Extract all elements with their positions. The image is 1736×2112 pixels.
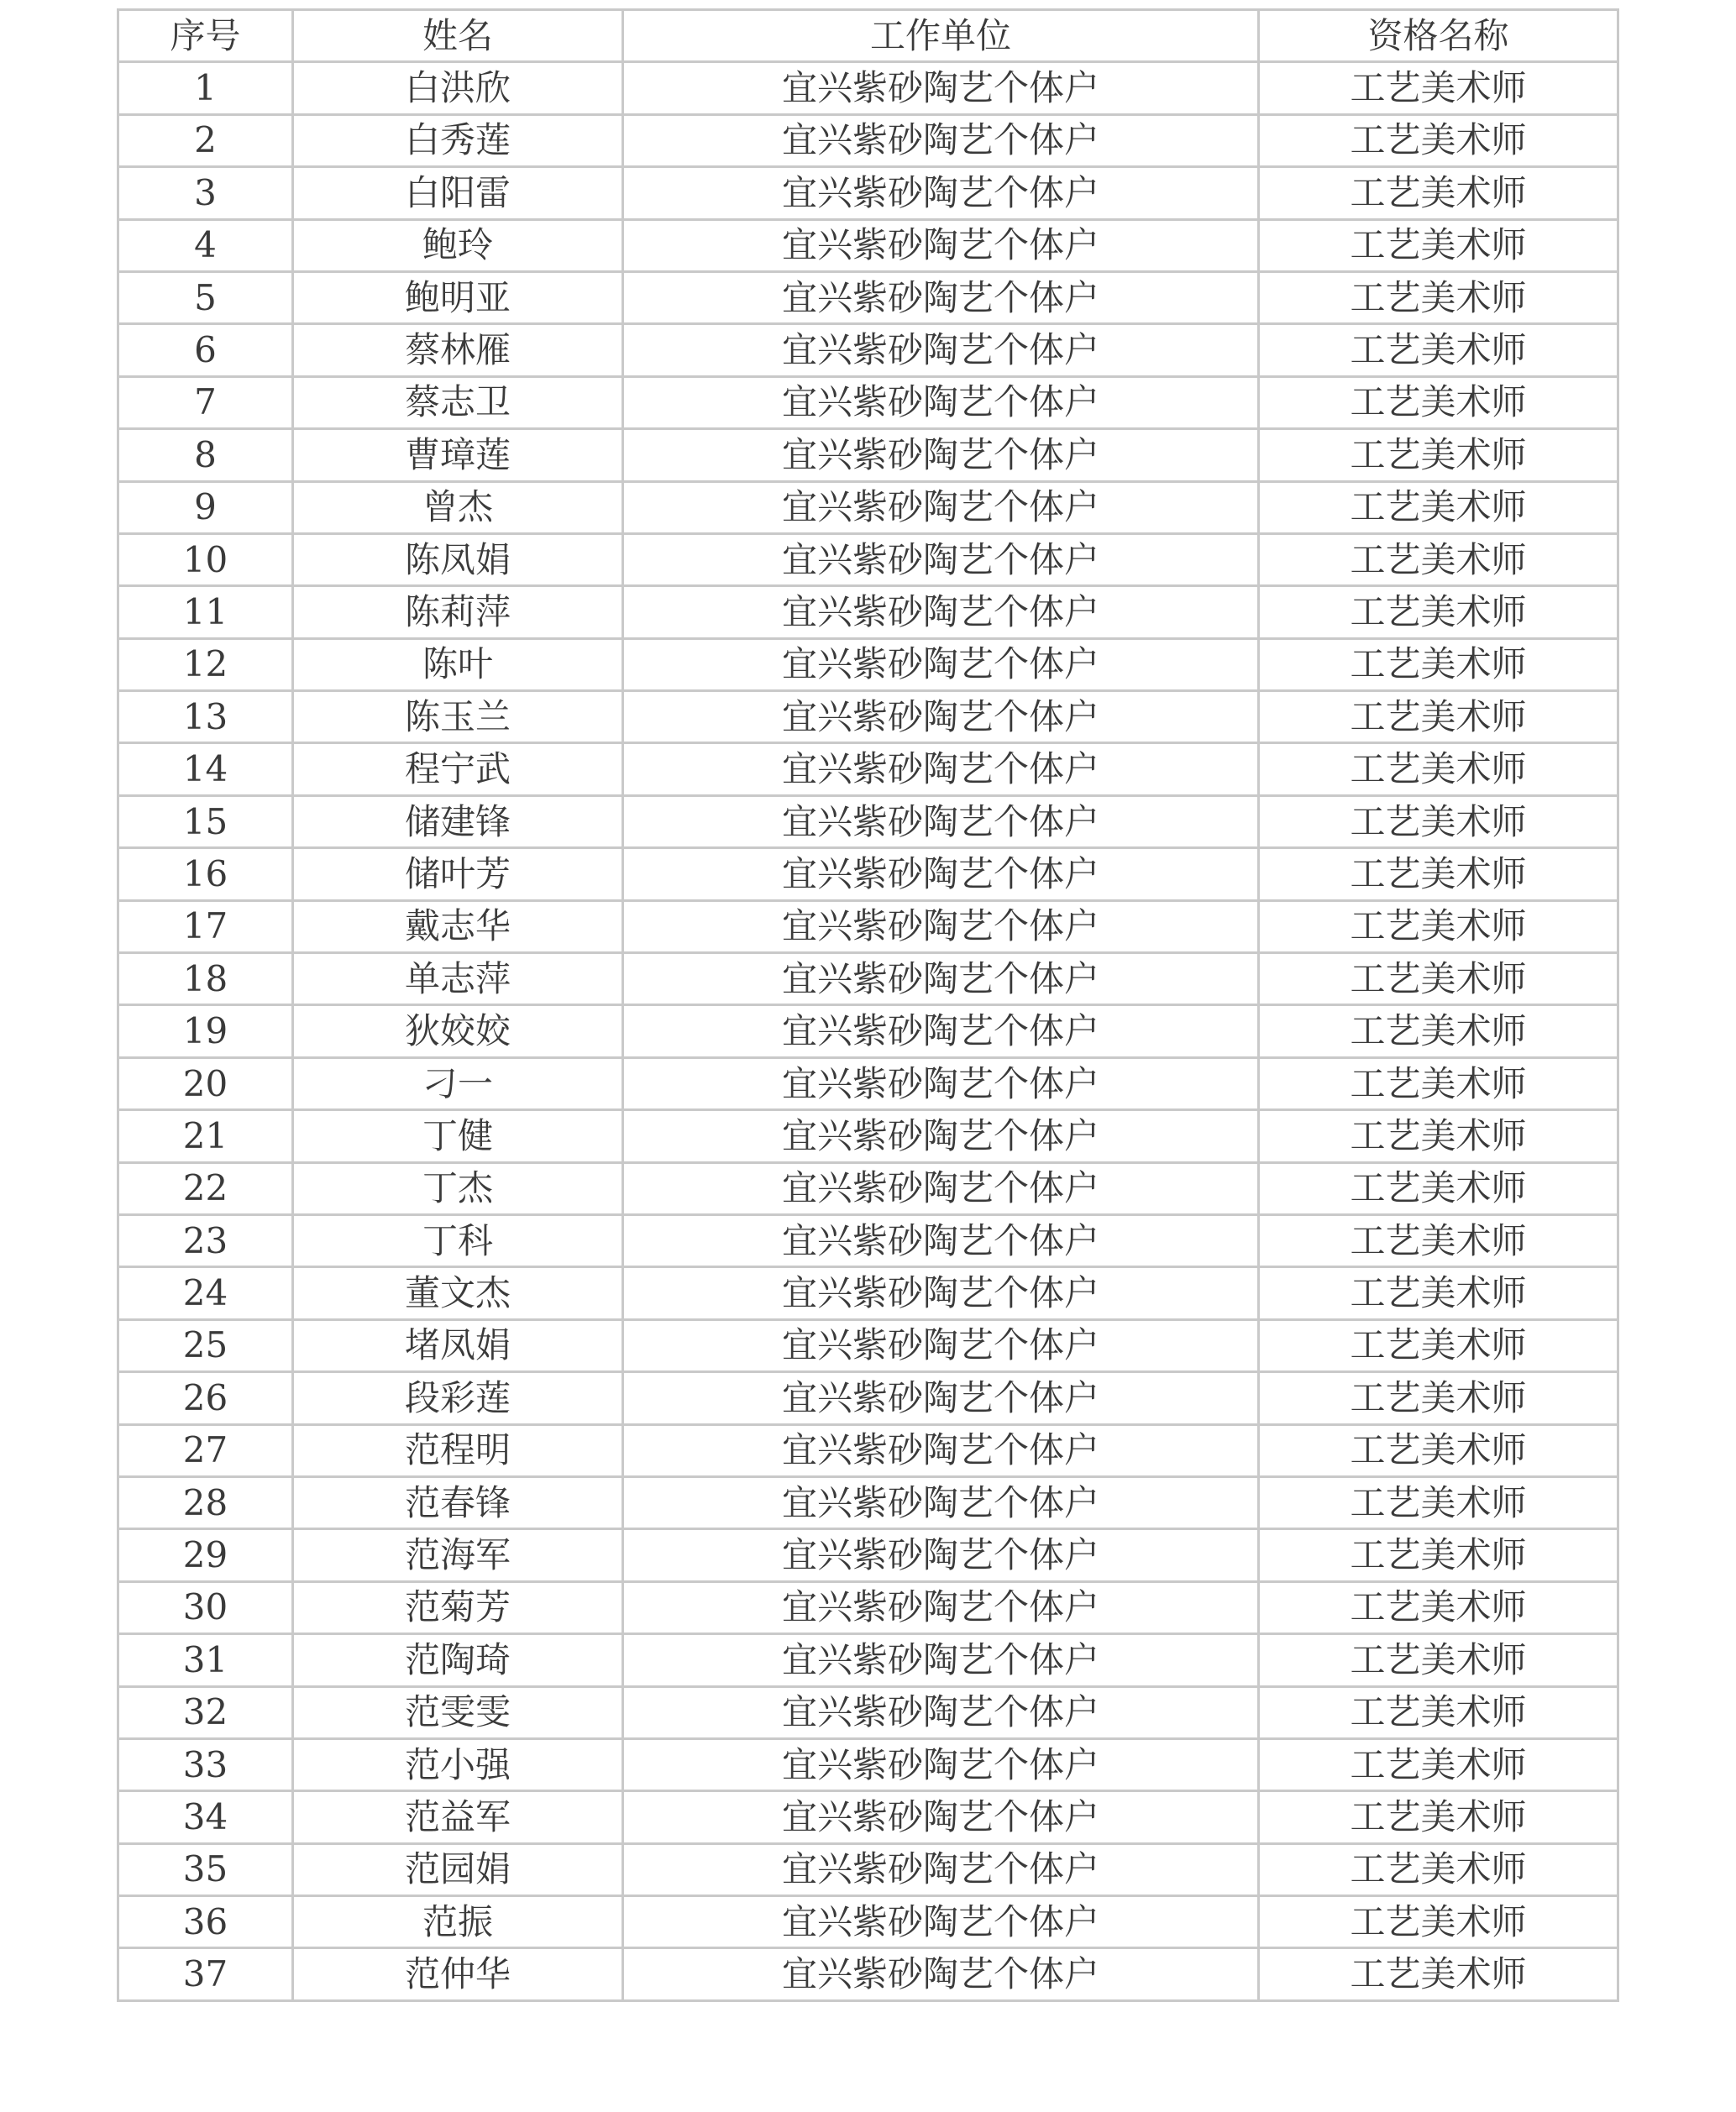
cell-serial-number: 28 [118, 1476, 293, 1528]
header-work-unit: 工作单位 [623, 10, 1259, 62]
cell-serial-number: 4 [118, 219, 293, 271]
cell-name: 蔡林雁 [293, 324, 623, 376]
cell-qualification: 工艺美术师 [1259, 219, 1618, 271]
table-row [118, 1319, 1618, 1371]
table-row [118, 1843, 1618, 1895]
cell-name: 蔡志卫 [293, 376, 623, 428]
cell-serial-number: 31 [118, 1634, 293, 1686]
cell-qualification: 工艺美术师 [1259, 1110, 1618, 1162]
cell-work-unit: 宜兴紫砂陶艺个体户 [623, 1581, 1259, 1633]
cell-qualification: 工艺美术师 [1259, 953, 1618, 1005]
cell-work-unit: 宜兴紫砂陶艺个体户 [623, 1843, 1259, 1895]
cell-serial-number: 23 [118, 1214, 293, 1266]
table-row [118, 219, 1618, 271]
table-row [118, 1424, 1618, 1476]
cell-work-unit: 宜兴紫砂陶艺个体户 [623, 1214, 1259, 1266]
cell-serial-number: 34 [118, 1791, 293, 1843]
cell-name: 鲍明亚 [293, 271, 623, 323]
cell-qualification: 工艺美术师 [1259, 271, 1618, 323]
cell-work-unit: 宜兴紫砂陶艺个体户 [623, 1372, 1259, 1424]
cell-name: 陈叶 [293, 638, 623, 690]
cell-work-unit: 宜兴紫砂陶艺个体户 [623, 167, 1259, 219]
cell-serial-number: 17 [118, 900, 293, 952]
cell-name: 范振 [293, 1896, 623, 1948]
cell-work-unit: 宜兴紫砂陶艺个体户 [623, 271, 1259, 323]
cell-work-unit: 宜兴紫砂陶艺个体户 [623, 1267, 1259, 1319]
table-row [118, 114, 1618, 166]
cell-work-unit: 宜兴紫砂陶艺个体户 [623, 1896, 1259, 1948]
cell-name: 程宁武 [293, 743, 623, 795]
cell-qualification: 工艺美术师 [1259, 324, 1618, 376]
cell-qualification: 工艺美术师 [1259, 1948, 1618, 2000]
cell-work-unit: 宜兴紫砂陶艺个体户 [623, 324, 1259, 376]
cell-name: 曹璋莲 [293, 429, 623, 481]
cell-name: 储建锋 [293, 795, 623, 847]
table-row [118, 691, 1618, 743]
cell-work-unit: 宜兴紫砂陶艺个体户 [623, 1005, 1259, 1057]
table-row [118, 638, 1618, 690]
cell-name: 范园娟 [293, 1843, 623, 1895]
cell-serial-number: 11 [118, 586, 293, 638]
cell-serial-number: 18 [118, 953, 293, 1005]
cell-name: 范菊芳 [293, 1581, 623, 1633]
cell-qualification: 工艺美术师 [1259, 62, 1618, 114]
cell-name: 曾杰 [293, 481, 623, 533]
table-header [118, 10, 1618, 62]
cell-work-unit: 宜兴紫砂陶艺个体户 [623, 1424, 1259, 1476]
table-row [118, 953, 1618, 1005]
cell-qualification: 工艺美术师 [1259, 638, 1618, 690]
cell-work-unit: 宜兴紫砂陶艺个体户 [623, 1319, 1259, 1371]
cell-name: 白洪欣 [293, 62, 623, 114]
cell-name: 丁健 [293, 1110, 623, 1162]
cell-qualification: 工艺美术师 [1259, 1686, 1618, 1738]
cell-qualification: 工艺美术师 [1259, 586, 1618, 638]
header-serial-number: 序号 [118, 10, 293, 62]
cell-qualification: 工艺美术师 [1259, 795, 1618, 847]
cell-qualification: 工艺美术师 [1259, 1896, 1618, 1948]
cell-serial-number: 12 [118, 638, 293, 690]
cell-serial-number: 32 [118, 1686, 293, 1738]
cell-qualification: 工艺美术师 [1259, 481, 1618, 533]
cell-qualification: 工艺美术师 [1259, 533, 1618, 585]
cell-qualification: 工艺美术师 [1259, 1424, 1618, 1476]
cell-serial-number: 35 [118, 1843, 293, 1895]
cell-qualification: 工艺美术师 [1259, 1581, 1618, 1633]
cell-qualification: 工艺美术师 [1259, 1267, 1618, 1319]
cell-qualification: 工艺美术师 [1259, 1057, 1618, 1109]
cell-qualification: 工艺美术师 [1259, 1634, 1618, 1686]
cell-serial-number: 22 [118, 1162, 293, 1214]
table-row [118, 1529, 1618, 1581]
cell-serial-number: 2 [118, 114, 293, 166]
cell-name: 范海军 [293, 1529, 623, 1581]
cell-work-unit: 宜兴紫砂陶艺个体户 [623, 114, 1259, 166]
cell-work-unit: 宜兴紫砂陶艺个体户 [623, 1791, 1259, 1843]
cell-name: 范春锋 [293, 1476, 623, 1528]
table-row [118, 1634, 1618, 1686]
header-qualification: 资格名称 [1259, 10, 1618, 62]
table-row [118, 1110, 1618, 1162]
cell-work-unit: 宜兴紫砂陶艺个体户 [623, 1057, 1259, 1109]
cell-name: 范益军 [293, 1791, 623, 1843]
table-row [118, 1214, 1618, 1266]
cell-name: 范仲华 [293, 1948, 623, 2000]
cell-serial-number: 15 [118, 795, 293, 847]
cell-qualification: 工艺美术师 [1259, 376, 1618, 428]
cell-qualification: 工艺美术师 [1259, 167, 1618, 219]
cell-serial-number: 36 [118, 1896, 293, 1948]
cell-name: 鲍玲 [293, 219, 623, 271]
cell-work-unit: 宜兴紫砂陶艺个体户 [623, 1110, 1259, 1162]
cell-name: 董文杰 [293, 1267, 623, 1319]
table-row [118, 900, 1618, 952]
cell-work-unit: 宜兴紫砂陶艺个体户 [623, 953, 1259, 1005]
cell-name: 范小强 [293, 1738, 623, 1790]
cell-work-unit: 宜兴紫砂陶艺个体户 [623, 1948, 1259, 2000]
cell-work-unit: 宜兴紫砂陶艺个体户 [623, 429, 1259, 481]
cell-serial-number: 14 [118, 743, 293, 795]
cell-serial-number: 1 [118, 62, 293, 114]
cell-qualification: 工艺美术师 [1259, 114, 1618, 166]
cell-work-unit: 宜兴紫砂陶艺个体户 [623, 376, 1259, 428]
cell-name: 狄姣姣 [293, 1005, 623, 1057]
cell-name: 刁一 [293, 1057, 623, 1109]
cell-work-unit: 宜兴紫砂陶艺个体户 [623, 795, 1259, 847]
cell-qualification: 工艺美术师 [1259, 900, 1618, 952]
cell-work-unit: 宜兴紫砂陶艺个体户 [623, 533, 1259, 585]
cell-work-unit: 宜兴紫砂陶艺个体户 [623, 1476, 1259, 1528]
cell-serial-number: 25 [118, 1319, 293, 1371]
cell-serial-number: 19 [118, 1005, 293, 1057]
table-row [118, 1791, 1618, 1843]
cell-serial-number: 13 [118, 691, 293, 743]
table-row [118, 62, 1618, 114]
table-row [118, 429, 1618, 481]
cell-name: 段彩莲 [293, 1372, 623, 1424]
cell-work-unit: 宜兴紫砂陶艺个体户 [623, 638, 1259, 690]
table-row [118, 848, 1618, 900]
cell-qualification: 工艺美术师 [1259, 1791, 1618, 1843]
cell-name: 储叶芳 [293, 848, 623, 900]
cell-serial-number: 26 [118, 1372, 293, 1424]
cell-name: 陈莉萍 [293, 586, 623, 638]
table-row [118, 1005, 1618, 1057]
cell-qualification: 工艺美术师 [1259, 1214, 1618, 1266]
cell-qualification: 工艺美术师 [1259, 848, 1618, 900]
table-row [118, 1686, 1618, 1738]
cell-name: 白秀莲 [293, 114, 623, 166]
cell-serial-number: 21 [118, 1110, 293, 1162]
cell-name: 范雯雯 [293, 1686, 623, 1738]
table-row [118, 1372, 1618, 1424]
table-row [118, 743, 1618, 795]
header-name: 姓名 [293, 10, 623, 62]
table-body [118, 62, 1618, 2000]
cell-name: 陈玉兰 [293, 691, 623, 743]
cell-work-unit: 宜兴紫砂陶艺个体户 [623, 1738, 1259, 1790]
cell-work-unit: 宜兴紫砂陶艺个体户 [623, 481, 1259, 533]
cell-name: 丁科 [293, 1214, 623, 1266]
cell-serial-number: 20 [118, 1057, 293, 1109]
header-row [118, 10, 1618, 62]
cell-serial-number: 16 [118, 848, 293, 900]
table-row [118, 324, 1618, 376]
cell-name: 范程明 [293, 1424, 623, 1476]
cell-name: 白阳雷 [293, 167, 623, 219]
cell-serial-number: 29 [118, 1529, 293, 1581]
cell-qualification: 工艺美术师 [1259, 743, 1618, 795]
cell-name: 丁杰 [293, 1162, 623, 1214]
cell-qualification: 工艺美术师 [1259, 1476, 1618, 1528]
cell-name: 戴志华 [293, 900, 623, 952]
cell-serial-number: 27 [118, 1424, 293, 1476]
cell-serial-number: 8 [118, 429, 293, 481]
cell-qualification: 工艺美术师 [1259, 1843, 1618, 1895]
cell-work-unit: 宜兴紫砂陶艺个体户 [623, 743, 1259, 795]
cell-name: 范陶琦 [293, 1634, 623, 1686]
table-row [118, 1948, 1618, 2000]
cell-qualification: 工艺美术师 [1259, 1372, 1618, 1424]
table-row [118, 795, 1618, 847]
cell-qualification: 工艺美术师 [1259, 1319, 1618, 1371]
table-row [118, 481, 1618, 533]
table-row [118, 1896, 1618, 1948]
cell-work-unit: 宜兴紫砂陶艺个体户 [623, 900, 1259, 952]
cell-qualification: 工艺美术师 [1259, 1738, 1618, 1790]
cell-qualification: 工艺美术师 [1259, 691, 1618, 743]
cell-qualification: 工艺美术师 [1259, 429, 1618, 481]
cell-serial-number: 5 [118, 271, 293, 323]
table-row [118, 1738, 1618, 1790]
table-row [118, 586, 1618, 638]
table-row [118, 271, 1618, 323]
cell-work-unit: 宜兴紫砂陶艺个体户 [623, 219, 1259, 271]
cell-serial-number: 30 [118, 1581, 293, 1633]
cell-work-unit: 宜兴紫砂陶艺个体户 [623, 1529, 1259, 1581]
table-row [118, 1162, 1618, 1214]
cell-work-unit: 宜兴紫砂陶艺个体户 [623, 1686, 1259, 1738]
cell-name: 陈凤娟 [293, 533, 623, 585]
cell-work-unit: 宜兴紫砂陶艺个体户 [623, 62, 1259, 114]
cell-work-unit: 宜兴紫砂陶艺个体户 [623, 586, 1259, 638]
cell-work-unit: 宜兴紫砂陶艺个体户 [623, 1634, 1259, 1686]
table-row [118, 1057, 1618, 1109]
cell-qualification: 工艺美术师 [1259, 1005, 1618, 1057]
cell-work-unit: 宜兴紫砂陶艺个体户 [623, 1162, 1259, 1214]
cell-serial-number: 9 [118, 481, 293, 533]
cell-serial-number: 7 [118, 376, 293, 428]
cell-qualification: 工艺美术师 [1259, 1162, 1618, 1214]
table-row [118, 1267, 1618, 1319]
cell-name: 单志萍 [293, 953, 623, 1005]
cell-serial-number: 33 [118, 1738, 293, 1790]
cell-name: 堵凤娟 [293, 1319, 623, 1371]
cell-serial-number: 10 [118, 533, 293, 585]
table-row [118, 376, 1618, 428]
cell-serial-number: 3 [118, 167, 293, 219]
table-row [118, 533, 1618, 585]
table-row [118, 1581, 1618, 1633]
roster-table [117, 8, 1619, 2002]
cell-serial-number: 37 [118, 1948, 293, 2000]
cell-serial-number: 24 [118, 1267, 293, 1319]
cell-serial-number: 6 [118, 324, 293, 376]
cell-work-unit: 宜兴紫砂陶艺个体户 [623, 691, 1259, 743]
table-row [118, 167, 1618, 219]
table-row [118, 1476, 1618, 1528]
cell-qualification: 工艺美术师 [1259, 1529, 1618, 1581]
cell-work-unit: 宜兴紫砂陶艺个体户 [623, 848, 1259, 900]
